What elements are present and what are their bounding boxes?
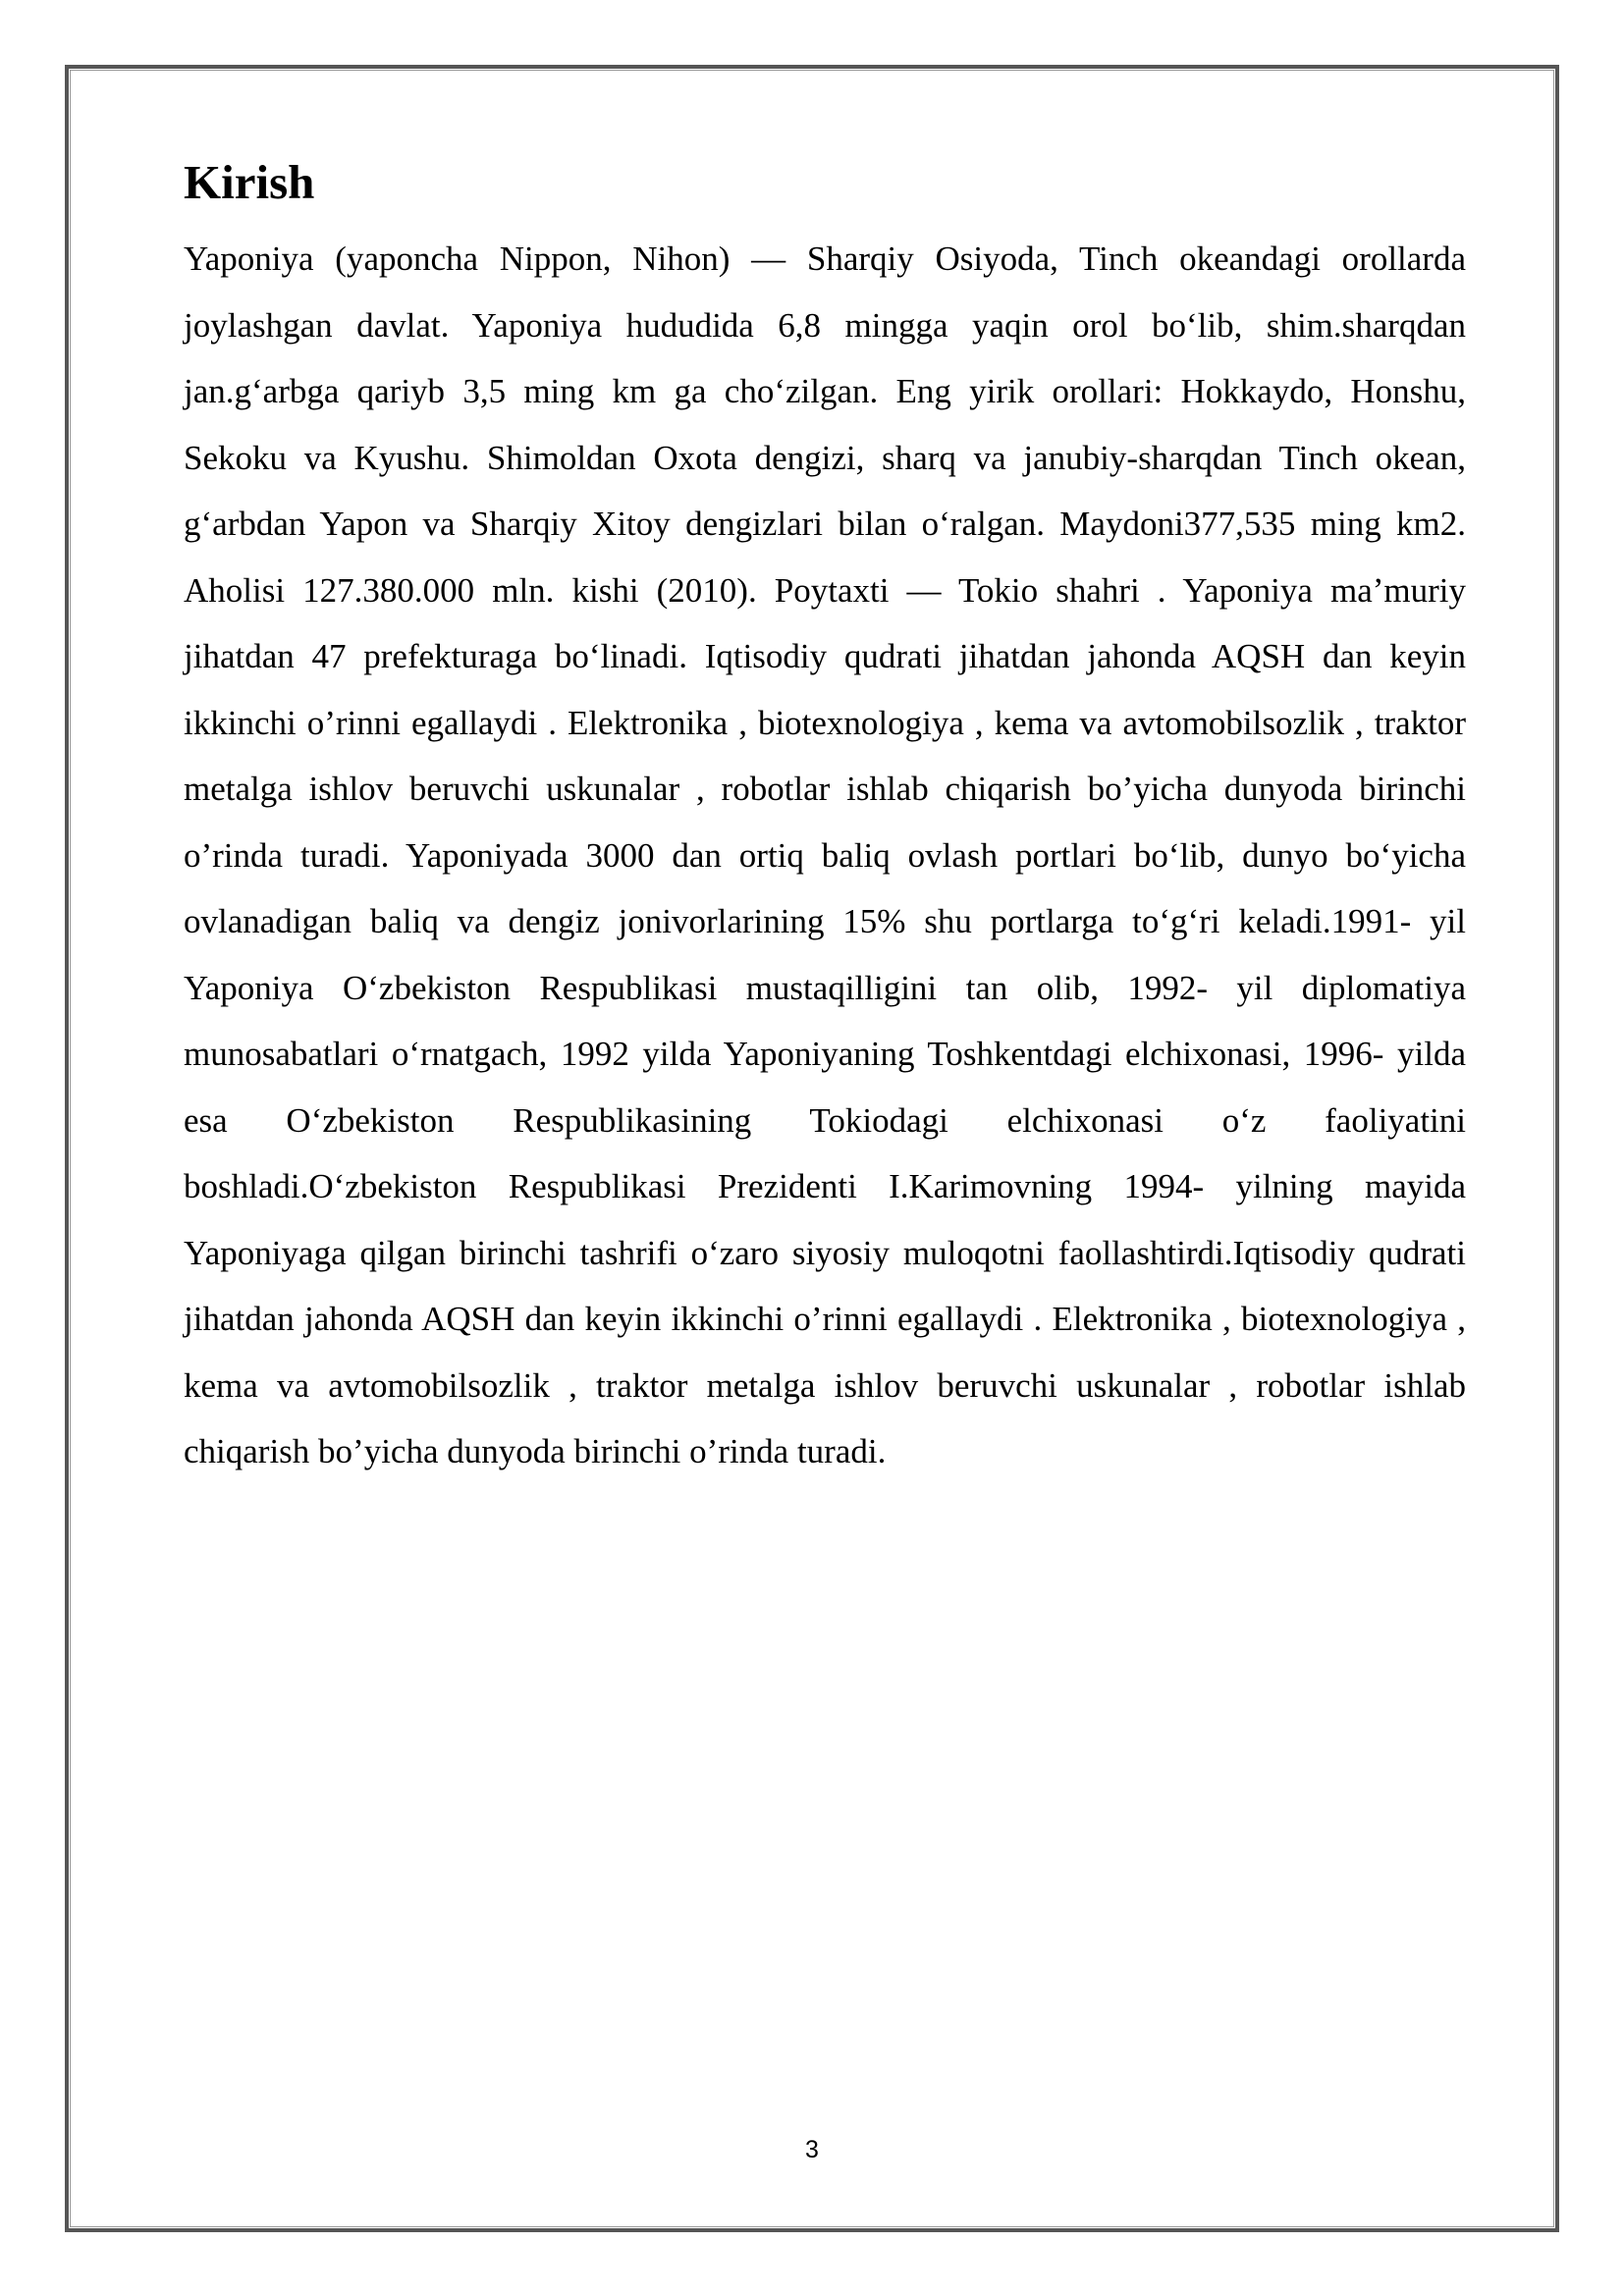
page-content (184, 147, 1466, 1485)
section-heading: Kirish (184, 155, 315, 209)
body-paragraph: Yaponiya (yaponcha Nippon, Nihon) — Sharqiy Osiyoda, Tinch okeandagi orollarda joylashgan davlat. Yaponiya hududida 6,8 mingga yaqin orol boʻlib, shim.sharqdan jan.gʻarbga qariyb 3,5 ming km ga choʻzilgan. Eng yirik orollari: Hokkaydo, Honshu, Sekoku va Kyushu. Shimoldan Oxota dengizi, sharq va janubiy-sharqdan Tinch okean, gʻarbdan Yapon va Sharqiy Xitoy dengizlari bilan oʻralgan. Maydoni377,535 ming km2. Aholisi 127.380.000 mln. kishi (2010). Poytaxti — Tokio shahri . Yaponiya maʼmuriy jihatdan 47 prefekturaga boʻlinadi. Iqtisodiy qudrati jihatdan jahonda AQSH dan keyin ikkinchi o’rinni egallaydi . Elektronika , biotexnologiya , kema va avtomobilsozlik , traktor metalga ishlov beruvchi uskunalar , robotlar ishlab chiqarish bo’yicha dunyoda birinchi o’rinda turadi. Yaponiyada 3000 dan ortiq baliq ovlash portlari boʻlib, dunyo boʻyicha ovlanadigan baliq va dengiz jonivorlarining 15% shu portlarga toʻgʻri keladi.1991- yil Yaponiya Oʻzbekiston Respublikasi mustaqilligini tan olib, 1992- yil diplomatiya munosabatlari oʻrnatgach, 1992 yilda Yaponiyaning Toshkentdagi elchixonasi, 1996- yilda esa Oʻzbekiston Respublikasining Tokiodagi elchixonasi oʻz faoliyatini boshladi.Oʻzbekiston Respublikasi Prezidenti I.Karimovning 1994- yilning mayida Yaponiyaga qilgan birinchi tashrifi oʻzaro siyosiy muloqotni faollashtirdi.Iqtisodiy qudrati jihatdan jahonda AQSH dan keyin ikkinchi o’rinni egallaydi . Elektronika , biotexnologiya , kema va avtomobilsozlik , traktor metalga ishlov beruvchi uskunalar , robotlar ishlab chiqarish bo’yicha dunyoda birinchi o’rinda turadi. (184, 240, 1466, 1470)
page-number: 3 (805, 2136, 819, 2163)
